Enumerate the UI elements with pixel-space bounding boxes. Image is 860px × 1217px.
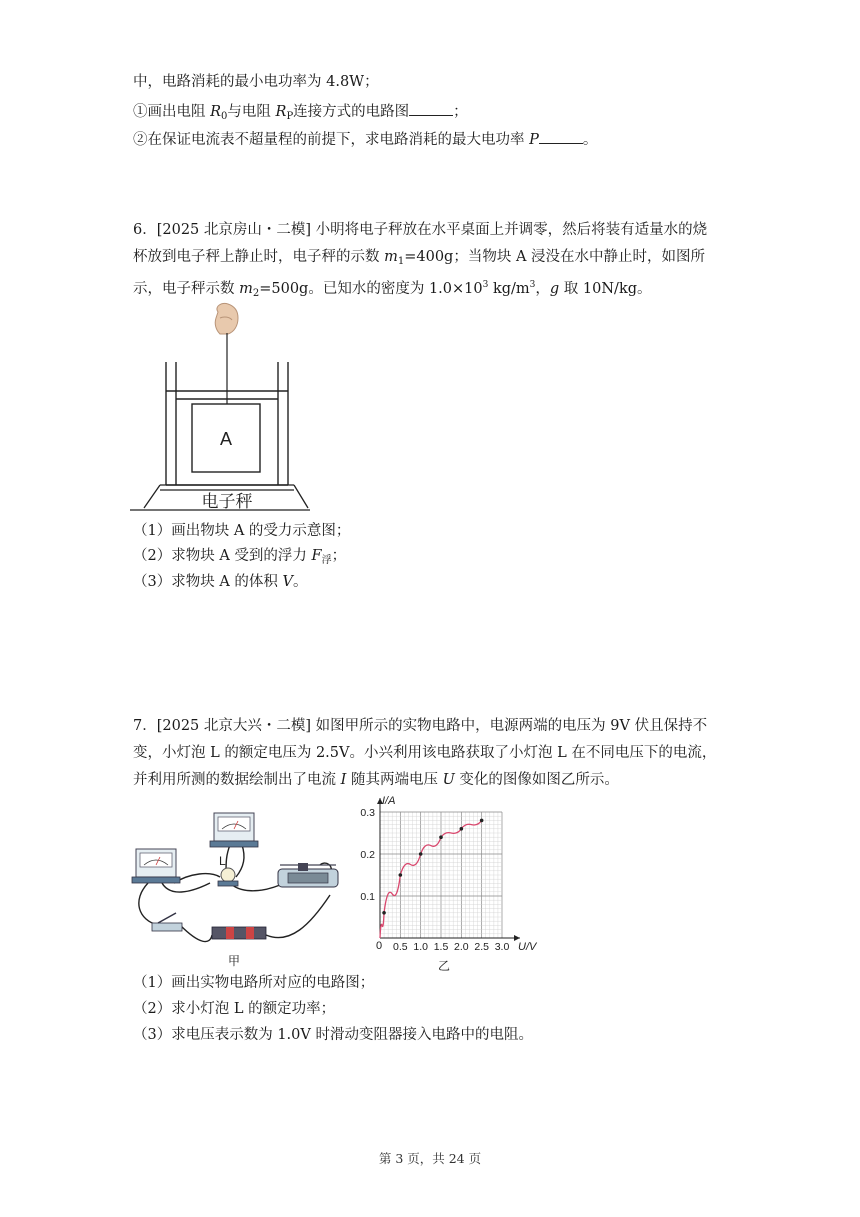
q7-sub2: （2）求小灯泡 L 的额定功率； <box>133 1001 336 1017</box>
block-label: A <box>219 429 233 449</box>
iu-graph <box>352 790 552 975</box>
switch-icon <box>152 913 182 931</box>
q7-line3: 并利用所测的数据绘制出了电流 I 随其两端电压 U 变化的图像如图乙所示。 <box>133 772 619 788</box>
figure-yi-label: 乙 <box>438 959 451 973</box>
x-tick-label: 2.0 <box>454 941 469 953</box>
physical-circuit-figure <box>130 805 355 970</box>
x-tick-label: 2.5 <box>474 941 489 953</box>
beaker-scale-figure <box>130 300 310 515</box>
chart-axes <box>377 798 520 941</box>
q5-line2: ①画出电阻 $R_0$与电阻 $R_P$连接方式的电路图 ； <box>133 101 468 127</box>
y-tick-label: 0.3 <box>360 807 375 819</box>
q6-line1: 6．[2025 北京房山・二模] 小明将电子秤放在水平桌面上并调零，然后将装有适量水的烧 <box>133 222 708 238</box>
data-point <box>480 819 484 823</box>
data-point <box>399 873 403 877</box>
data-point <box>460 827 464 831</box>
q5-line1: 中，电路消耗的最小电功率为 4.8W； <box>133 74 379 90</box>
q7-sub3: （3）求电压表示数为 1.0V 时滑动变阻器接入电路中的电阻。 <box>133 1027 533 1043</box>
y-tick-label: 0.1 <box>360 891 375 903</box>
ammeter-icon <box>132 849 180 883</box>
lamp-label: L <box>219 854 226 868</box>
x-tick-label: 3.0 <box>494 941 510 953</box>
x-tick-label: 1.0 <box>413 941 428 953</box>
figure-jia-label: 甲 <box>228 954 241 968</box>
battery-icon <box>212 927 266 939</box>
q7-line2: 变，小灯泡 L 的额定电压为 2.5V。小兴利用该电路获取了小灯泡 L 在不同电压下的电流， <box>133 745 717 761</box>
q6-sub1: （1）画出物块 A 的受力示意图； <box>133 523 351 539</box>
q7-sub1: （1）画出实物电路所对应的电路图； <box>133 975 375 991</box>
y-axis-label: I/A <box>382 795 396 807</box>
lamp-icon <box>218 868 238 886</box>
x-tick-label: 1.5 <box>433 941 449 953</box>
chart-grid <box>380 812 502 938</box>
y-tick-label: 0.2 <box>360 849 375 861</box>
q5-line3: ②在保证电流表不超量程的前提下，求电路消耗的最大电功率 P 。 <box>133 129 597 150</box>
x-tick-label: 0.5 <box>393 941 408 953</box>
scale-label: 电子秤 <box>201 492 253 511</box>
q6-sub2: （2）求物块 A 受到的浮力 $F_浮$； <box>133 548 347 566</box>
hand-icon <box>215 303 238 334</box>
origin-label: 0 <box>376 940 383 952</box>
q6-sub3: （3）求物块 A 的体积 V。 <box>133 574 308 590</box>
q6-line2: 杯放到电子秤上静止时，电子秤的示数 $m_1=400g$；当物块 A 浸没在水中静止时，如图所 <box>133 249 706 267</box>
q6-line3: 示，电子秤示数 $m_2=500g$。已知水的密度为 $1.0\times 10^3$ $kg/m^3$，g 取 10N/kg。 <box>133 280 652 299</box>
rheostat-icon <box>278 863 338 887</box>
answer-blank <box>409 101 453 116</box>
page-footer: 第 3 页，共 24 页 <box>378 1151 482 1166</box>
data-point <box>439 835 443 839</box>
data-point <box>419 852 423 856</box>
x-axis-label: U/V <box>518 941 537 953</box>
data-point <box>382 911 386 915</box>
voltmeter-icon <box>210 813 258 847</box>
answer-blank <box>539 129 583 144</box>
q7-line1: 7．[2025 北京大兴・二模] 如图甲所示的实物电路中，电源两端的电压为 9V 伏且保持不 <box>133 718 708 734</box>
